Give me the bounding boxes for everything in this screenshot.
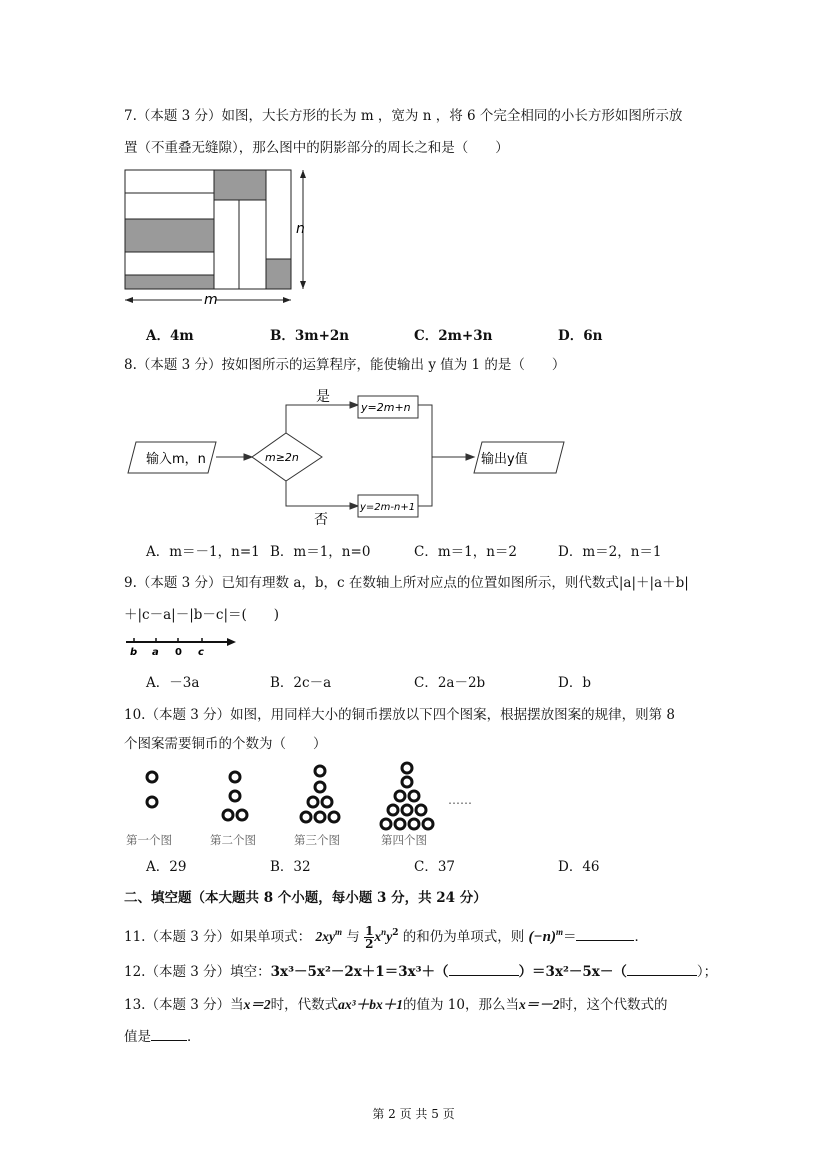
q11-term2b-exp: 2: [392, 928, 399, 938]
q11-frac-den: 2: [365, 937, 374, 951]
q13-end: 时，这个代数式的: [559, 997, 668, 1013]
q11-fraction: [364, 925, 374, 950]
q10-option-d[interactable]: D．46: [558, 859, 600, 875]
q7-option-a[interactable]: A．4m: [146, 328, 194, 344]
q8-text: 8.（本题 3 分）按如图所示的运算程序，能使输出 y 值为 1 的是（ ）: [124, 357, 566, 373]
q13-mid: 时，代数式: [270, 997, 339, 1013]
q9-axis-c: c: [198, 647, 204, 658]
q11-term1: 2xy: [315, 929, 335, 944]
q11-middle: 的和仍为单项式，则: [402, 929, 525, 945]
q13-mid2: 的值为 10，那么当: [402, 997, 519, 1013]
q8-no-label: 否: [314, 512, 328, 528]
q9-axis-b: b: [130, 647, 138, 658]
q9-line2: ＋|c－a|－|b－c|＝( ): [124, 607, 280, 623]
q13-line2-text: 值是: [124, 1029, 151, 1045]
q9-line1: 9.（本题 3 分）已知有理数 a，b，c 在数轴上所对应点的位置如图所示，则代数式|a|＋|a＋b|: [124, 575, 689, 591]
q7-option-b[interactable]: B．3m+2n: [270, 328, 350, 344]
q8-yes-label: 是: [316, 389, 330, 405]
q13-expr: ax³＋bx＋1: [338, 997, 403, 1012]
q10-ellipsis: ……: [448, 793, 472, 807]
q10-caption-1: 第一个图: [126, 833, 172, 847]
q10-line1: 10.（本题 3 分）如图，用同样大小的铜币摆放以下四个图案，根据摆放图案的规律，则第 8: [124, 707, 676, 723]
q7-line1: 7.（本题 3 分）如图，大长方形的长为 m ，宽为 n ，将 6 个完全相同的小长方形如图所示放: [124, 108, 683, 124]
q13-line1: [124, 995, 667, 1015]
q9-option-a[interactable]: A．－3a: [146, 675, 200, 691]
q9-option-b[interactable]: B．2c－a: [270, 675, 332, 691]
q9-option-c[interactable]: C．2a－2b: [414, 675, 486, 691]
q7-rectangle-figure: [120, 165, 320, 308]
q11-expr: (−n): [528, 929, 556, 945]
q8-option-d[interactable]: D．m＝2，n＝1: [558, 544, 662, 560]
q12-prefix: 12.（本题 3 分）填空：: [124, 964, 271, 980]
q13-line2: [124, 1027, 201, 1047]
q10-option-a[interactable]: A．29: [146, 859, 187, 875]
page-footer: 第 2 页 共 5 页: [372, 1107, 455, 1121]
q13-line2-end: ．: [187, 1029, 201, 1045]
q8-yes-formula: y=2m+n: [361, 401, 411, 414]
q11-expr-exp: m: [555, 927, 563, 937]
q13-answer-blank[interactable]: [151, 1040, 187, 1041]
q10-caption-3: 第三个图: [294, 833, 340, 847]
q10-line2: 个图案需要铜币的个数为（ ）: [124, 736, 327, 752]
q12-line: [124, 962, 717, 982]
q8-flowchart: [124, 385, 574, 530]
q12-mid: ）＝3x²－5x－（: [518, 964, 627, 980]
q8-option-b[interactable]: B．m＝1，n=0: [270, 544, 371, 560]
q12-lhs: 3x³－5x²－2x＋1＝3x³＋（: [270, 964, 449, 980]
q8-option-c[interactable]: C．m＝1，n＝2: [414, 544, 518, 560]
q13-prefix: 13.（本题 3 分）当: [124, 997, 244, 1013]
q8-condition-label: m≥2n: [265, 451, 299, 464]
q7-option-d[interactable]: D．6n: [558, 328, 603, 344]
q9-axis-a: a: [152, 647, 159, 658]
q7-label-n: n: [296, 221, 305, 237]
q9-axis-zero: 0: [175, 647, 182, 658]
q11-frac-num: 1: [365, 924, 374, 938]
q9-option-d[interactable]: D．b: [558, 675, 591, 691]
q11-term2-exp: n: [381, 927, 387, 937]
q13-cond1: x＝2: [243, 997, 271, 1012]
q11-line: [124, 918, 648, 951]
q10-caption-4: 第四个图: [381, 833, 427, 847]
q11-prefix: 11.（本题 3 分）如果单项式：: [124, 929, 312, 945]
q11-equals: ＝: [562, 929, 577, 945]
q13-cond2: x＝－2: [518, 997, 560, 1012]
q11-term2: x: [374, 929, 382, 944]
q8-option-a[interactable]: A．m＝－1，n=1: [146, 544, 260, 560]
q12-answer-blank-1[interactable]: [449, 975, 519, 976]
q8-output-label: 输出y值: [481, 452, 528, 467]
q12-end: ）；: [696, 964, 718, 980]
q7-option-c[interactable]: C．2m+3n: [414, 328, 493, 344]
section2-heading: 二、填空题（本大题共 8 个小题，每小题 3 分，共 24 分）: [124, 890, 487, 906]
q11-end: ．: [634, 929, 648, 945]
q7-line2: 置（不重叠无缝隙），那么图中的阴影部分的周长之和是（ ）: [124, 140, 509, 156]
q11-answer-blank[interactable]: [576, 940, 634, 941]
q8-input-label: 输入m，n: [146, 452, 206, 467]
q11-connector: 与: [346, 929, 360, 945]
q11-term2b: y: [386, 929, 393, 944]
q9-number-line: [124, 634, 244, 658]
q10-option-b[interactable]: B．32: [270, 859, 311, 875]
q7-label-m: m: [204, 292, 218, 308]
q8-no-formula: y=2m-n+1: [360, 502, 416, 513]
q11-term1-exp: m: [334, 927, 342, 937]
q10-option-c[interactable]: C．37: [414, 859, 456, 875]
q10-caption-2: 第二个图: [210, 833, 256, 847]
q12-answer-blank-2[interactable]: [627, 975, 697, 976]
